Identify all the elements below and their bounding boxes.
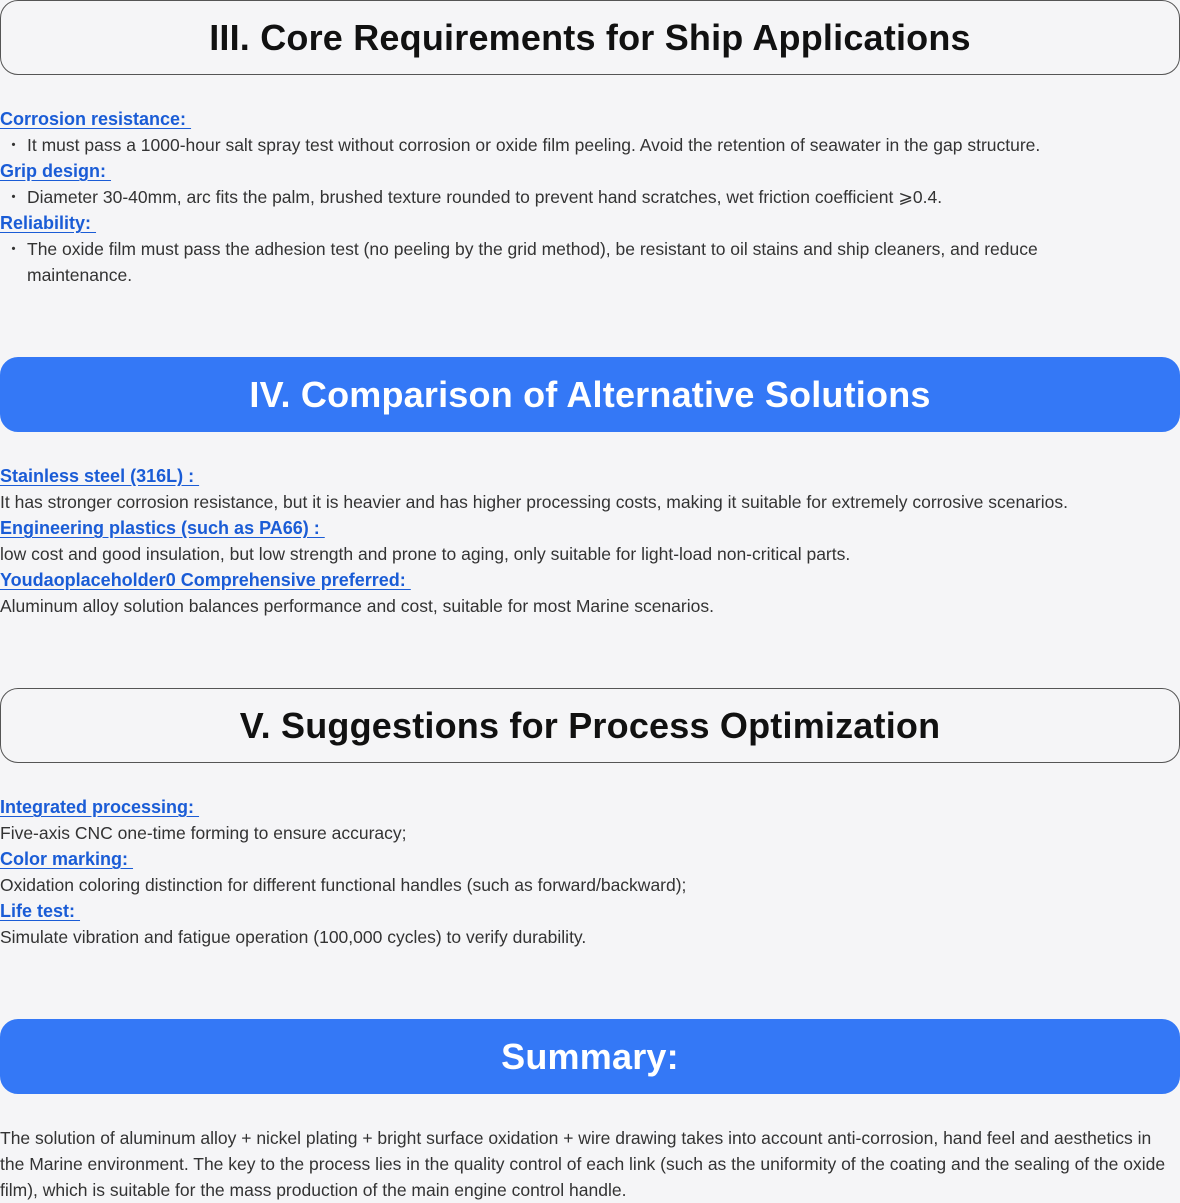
- description-life-test: Simulate vibration and fatigue operation (100,000 cycles) to verify durability.: [0, 927, 587, 947]
- summary-content: [0, 1125, 1180, 1203]
- term-color-marking[interactable]: Color marking:: [0, 849, 134, 869]
- section-5-title: V. Suggestions for Process Optimization: [239, 704, 941, 746]
- section-3-header: [0, 0, 1180, 75]
- bullet-text: The oxide film must pass the adhesion test (no peeling by the grid method), be resistant to oil stains and ship cleaners, and reduce maintenance.: [27, 239, 1038, 285]
- summary-paragraph: The solution of aluminum alloy + nickel plating + bright surface oxidation + wire drawing takes into account anti-corrosion, hand feel and aesthetics in the Marine environment. The key to the process lies in the quality control of each link (such as the uniformity of the coating and the sealing of the oxide film), which is suitable for the mass production of the main engine control handle.: [0, 1128, 1166, 1200]
- term-grip-design[interactable]: Grip design:: [0, 161, 112, 181]
- bullet-text: It must pass a 1000-hour salt spray test without corrosion or oxide film peeling. Avoid the retention of seawater in the gap structure.: [27, 135, 1041, 155]
- term-engineering-plastics[interactable]: Engineering plastics (such as PA66) :: [0, 518, 325, 538]
- section-4-content: [0, 463, 1180, 619]
- term-integrated-processing[interactable]: Integrated processing:: [0, 797, 200, 817]
- bullet-icon: ・: [4, 187, 23, 207]
- description-integrated-processing: Five-axis CNC one-time forming to ensure accuracy;: [0, 823, 407, 843]
- description-color-marking: Oxidation coloring distinction for different functional handles (such as forward/backward);: [0, 875, 687, 895]
- term-comprehensive-preferred[interactable]: Youdaoplaceholder0 Comprehensive preferred:: [0, 570, 411, 590]
- description-stainless-steel: It has stronger corrosion resistance, but it is heavier and has higher processing costs, making it suitable for extremely corrosive scenarios.: [0, 492, 1068, 512]
- list-item: [0, 184, 1180, 210]
- summary-title: Summary:: [501, 1035, 679, 1077]
- section-4-header: [0, 357, 1180, 432]
- list-item: [0, 132, 1180, 158]
- summary-header: [0, 1019, 1180, 1094]
- section-5-content: [0, 794, 1180, 950]
- section-4-title: IV. Comparison of Alternative Solutions: [249, 373, 931, 415]
- term-life-test[interactable]: Life test:: [0, 901, 81, 921]
- term-corrosion-resistance[interactable]: Corrosion resistance:: [0, 109, 192, 129]
- bullet-text: Diameter 30-40mm, arc fits the palm, brushed texture rounded to prevent hand scratches, wet friction coefficient ⩾0.4.: [27, 187, 943, 207]
- section-3-content: [0, 106, 1180, 288]
- description-engineering-plastics: low cost and good insulation, but low strength and prone to aging, only suitable for light-load non-critical parts.: [0, 544, 851, 564]
- list-item: [0, 236, 1180, 288]
- term-reliability[interactable]: Reliability:: [0, 213, 97, 233]
- description-comprehensive-preferred: Aluminum alloy solution balances performance and cost, suitable for most Marine scenarios.: [0, 596, 714, 616]
- term-stainless-steel[interactable]: Stainless steel (316L) :: [0, 466, 200, 486]
- section-5-header: [0, 688, 1180, 763]
- bullet-icon: ・: [4, 239, 23, 259]
- section-3-title: III. Core Requirements for Ship Applications: [209, 16, 971, 58]
- bullet-icon: ・: [4, 135, 23, 155]
